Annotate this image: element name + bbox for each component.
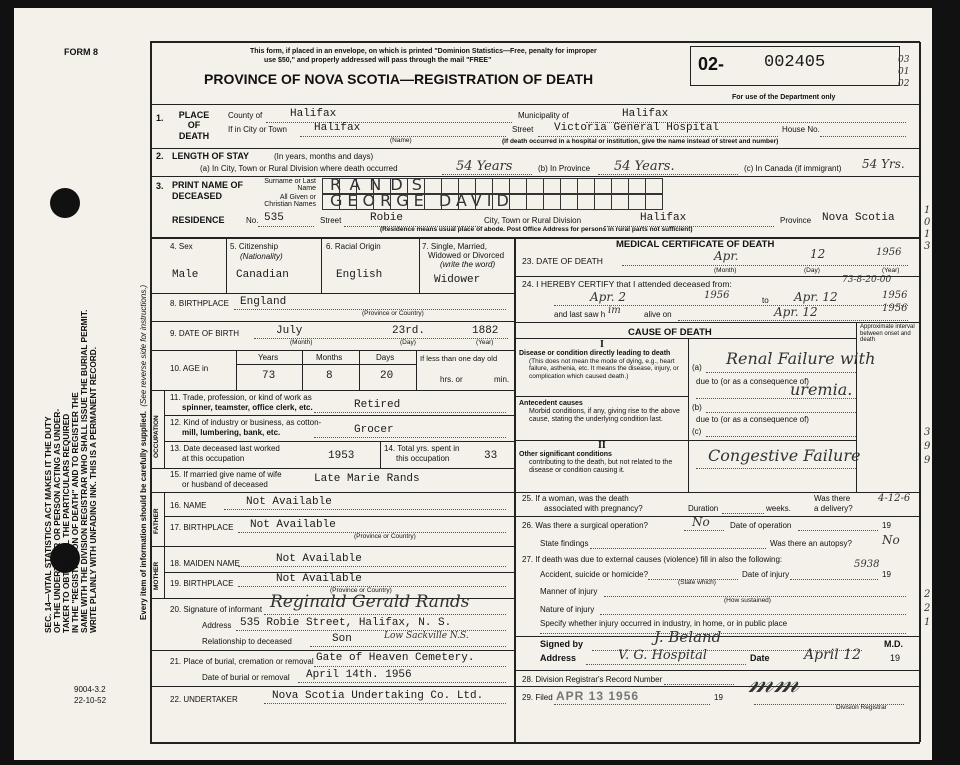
name-letter-cell xyxy=(373,194,391,210)
external-causes-label: 27. If death was due to external causes (violence) fill in also the following: xyxy=(522,555,783,564)
signed-by-label: Signed by xyxy=(540,639,584,649)
other-conditions-label: Other significant conditions xyxy=(519,451,612,458)
birthplace-value: England xyxy=(240,296,287,308)
antecedent-explanation: Morbid conditions, if any, giving rise to the above cause, stating the underlying condition last. xyxy=(529,408,680,424)
state-which-label: (State which) xyxy=(678,579,716,586)
name-letter-cell xyxy=(390,194,408,210)
specify-label: Specify whether injury occurred in industry, in home, or in public place xyxy=(540,619,788,628)
length-of-stay-sub: (In years, months and days) xyxy=(274,152,374,161)
name-letter-cell xyxy=(543,194,561,210)
death-month: Apr. xyxy=(714,249,739,263)
date-of-death-label: 23. DATE OF DEATH xyxy=(522,256,603,266)
page-title: PROVINCE OF NOVA SCOTIA—REGISTRATION OF DEATH xyxy=(204,71,594,87)
house-no-label: House No. xyxy=(782,125,820,134)
print-name-label: PRINT NAME OF DECEASED xyxy=(172,180,243,201)
attended-to-year: 1956 xyxy=(882,290,908,301)
undertaker-value: Nova Scotia Undertaking Co. Ltd. xyxy=(272,690,484,702)
sex-label: 4. Sex xyxy=(170,242,193,251)
other-conditions-value: Congestive Failure xyxy=(708,446,861,465)
injury-annotation: 5938 xyxy=(854,559,880,570)
age-days-label: Days xyxy=(376,353,395,362)
total-years-label-1: 14. Total yrs. spent in xyxy=(384,444,460,453)
residence-no-label: No. xyxy=(246,216,259,225)
county-label: County of xyxy=(228,111,263,120)
name-letter-cell xyxy=(492,178,510,194)
dob-day: 23rd. xyxy=(392,325,426,337)
burial-place-annotation: Low Sackville N.S. xyxy=(384,631,469,641)
residence-city: Halifax xyxy=(640,212,687,224)
father-birthplace-value: Not Available xyxy=(250,519,336,531)
place-of-death-label: PLACE OF DEATH xyxy=(178,110,210,141)
death-year-sub: (Year) xyxy=(882,267,900,274)
age-less-than-day-label: If less than one day old xyxy=(420,354,498,363)
name-letter-cell xyxy=(356,194,374,210)
name-letter-cell xyxy=(424,178,442,194)
name-letter-cell xyxy=(645,194,663,210)
registration-prefix: 02- xyxy=(698,54,725,74)
department-use-note: For use of the Department only xyxy=(732,94,836,101)
residence-street: Robie xyxy=(370,212,404,224)
form-code-2: 22-10-52 xyxy=(74,696,107,705)
age-months-label: Months xyxy=(316,353,343,362)
duration-label: Duration xyxy=(688,504,719,513)
city-value: Halifax xyxy=(314,122,361,134)
marital-label-3: (write the word) xyxy=(440,260,496,269)
s2-num: 2. xyxy=(156,151,164,161)
mother-birthplace-sub: (Province or Country) xyxy=(330,587,392,594)
name-letter-cell xyxy=(560,194,578,210)
dob-year: 1882 xyxy=(472,325,499,337)
mother-maiden-name-label: 18. MAIDEN NAME xyxy=(170,559,240,568)
surgery-label: 26. Was there a surgical operation? xyxy=(522,521,648,530)
cause-of-death-title: CAUSE OF DEATH xyxy=(628,327,712,338)
form-label: FORM 8 xyxy=(64,47,99,57)
last-saw-value: im xyxy=(608,305,621,316)
father-birthplace-sub: (Province or Country) xyxy=(354,533,416,540)
sex-value: Male xyxy=(172,269,199,281)
name-letter-cell xyxy=(645,178,663,194)
name-letter-cell xyxy=(475,194,493,210)
attended-from: Apr. 2 xyxy=(590,290,627,304)
filed-date-stamp: APR 13 1956 xyxy=(556,689,640,703)
record-number-label: 28. Division Registrar's Record Number xyxy=(522,675,663,684)
residence-city-label: City, Town or Rural Division xyxy=(484,216,582,225)
accident-label: Accident, suicide or homicide? xyxy=(540,570,649,579)
manner-label: Manner of injury xyxy=(540,587,598,596)
citizenship-value: Canadian xyxy=(236,269,289,281)
name-letter-cell xyxy=(322,194,340,210)
stay-canada-label: (c) In Canada (if immigrant) xyxy=(744,164,842,173)
age-min-label: min. xyxy=(494,375,510,384)
surgery-value: No xyxy=(692,515,710,529)
side-instructions: SEC. 14—VITAL STATISTICS ACT MAKES IT THE DUTY OF THE UNDERTAKER OR PERSON ACTING AS UNDER- TAKER TO OBTAIN ALL THE PARTICULARS REQUIRED IN THE "REGISTRATION OF DEATH" AND TO REGISTER THE SAME WITH THE DIVISION REGISTRAR WHO SHALL ISSUE THE BURIAL PERMIT. WRITE PLAINLY WITH UNFADING INK. THIS IS A PERMANENT RECORD. xyxy=(43,309,98,633)
residence-province-label: Province xyxy=(780,216,812,225)
city-name-sublabel: (Name) xyxy=(390,137,412,144)
birthplace-label: 8. BIRTHPLACE xyxy=(170,299,229,308)
date-of-birth-label: 9. DATE OF BIRTH xyxy=(170,329,240,338)
weeks-label: weeks. xyxy=(766,504,791,513)
disease-explanation: (This does not mean the mode of dying, e.g., heart failure, asthenia, etc. It means the disease, injury, or complication which caused death.) xyxy=(529,358,679,380)
delivery-label-2: a delivery? xyxy=(814,504,853,513)
name-letter-cell xyxy=(492,194,510,210)
registration-number: 002405 xyxy=(764,53,826,72)
medical-certificate-title: MEDICAL CERTIFICATE OF DEATH xyxy=(616,239,775,250)
dob-month: July xyxy=(276,325,303,337)
other-conditions-explanation: contributing to the death, but not related to the disease or condition causing it. xyxy=(529,459,673,475)
city-label: If in City or Town xyxy=(228,125,287,134)
burial-place-value: Gate of Heaven Cemetery. xyxy=(316,652,475,664)
physician-signature: J. Beland xyxy=(654,628,722,646)
death-day-sub: (Day) xyxy=(804,267,820,274)
right-margin-mark-8: 2 xyxy=(924,589,931,600)
alive-on-label: alive on xyxy=(644,310,672,319)
last-saw-label: and last saw h xyxy=(554,310,606,319)
margin-code-3: 02 xyxy=(898,79,910,89)
cause-b-label: (b) xyxy=(692,403,702,412)
signed-date: April 12 xyxy=(804,647,861,663)
cause-a-value: Renal Failure with xyxy=(726,349,876,368)
operation-year-label: 19 xyxy=(882,521,891,530)
delivery-annotation: 4-12-6 xyxy=(878,493,911,504)
death-registration-form xyxy=(14,8,932,760)
informant-label: 20. Signature of informant xyxy=(170,605,263,614)
antecedent-label: Antecedent causes xyxy=(519,400,583,407)
interval-label: Approximate interval between onset and death xyxy=(860,324,915,344)
pregnancy-label-2: associated with pregnancy? xyxy=(544,504,643,513)
disease-label: Disease or condition directly leading to death xyxy=(519,350,671,357)
pregnancy-label-1: 25. If a woman, was the death xyxy=(522,494,629,503)
md-label: M.D. xyxy=(884,639,903,649)
relationship-value: Son xyxy=(332,633,352,645)
father-name-value: Not Available xyxy=(246,496,332,508)
spouse-value: Late Marie Rands xyxy=(314,473,420,485)
envelope-note-2: use $50," and properly addressed will pass through the mail "FREE" xyxy=(264,57,492,64)
name-letter-cell xyxy=(441,194,459,210)
attended-from-year: 1956 xyxy=(704,290,730,301)
residence-note: (Residence means usual place of abode. Post Office Address for persons in rural parts not sufficient) xyxy=(380,226,693,233)
racial-origin-label: 6. Racial Origin xyxy=(326,242,381,251)
operation-date-label: Date of operation xyxy=(730,521,792,530)
marital-label-2: Widowed or Divorced xyxy=(428,251,505,260)
relationship-label: Relationship to deceased xyxy=(202,637,292,646)
stay-canada-value: 54 Yrs. xyxy=(862,157,905,171)
physician-address: V. G. Hospital xyxy=(618,648,708,663)
informant-address: 535 Robie Street, Halifax, N. S. xyxy=(240,617,452,629)
name-letter-cell xyxy=(339,194,357,210)
name-letter-cell xyxy=(356,178,374,194)
attendance-annotation: 73-8-20-00 xyxy=(842,275,892,285)
s1-num: 1. xyxy=(156,113,164,123)
right-margin-mark-5: 3 xyxy=(924,427,931,438)
envelope-note-1: This form, if placed in an envelope, on which is printed "Dominion Statistics—Free, penalty for improper xyxy=(250,48,597,55)
last-worked-value: 1953 xyxy=(328,450,355,462)
residence-province: Nova Scotia xyxy=(822,212,895,224)
age-days-value: 20 xyxy=(380,370,394,382)
margin-code-1: 03 xyxy=(898,55,910,65)
filed-label: 29. Filed xyxy=(522,693,553,702)
trade-value: Retired xyxy=(354,399,401,411)
s3-num: 3. xyxy=(156,181,164,191)
street-label: Street xyxy=(512,125,534,134)
name-letter-cell xyxy=(526,178,544,194)
age-hrs-label: hrs. or xyxy=(440,375,463,384)
burial-place-label: 21. Place of burial, cremation or removal xyxy=(170,657,314,666)
residence-label: RESIDENCE xyxy=(172,215,225,225)
alive-on-value: Apr. 12 xyxy=(774,305,818,319)
age-years-label: Years xyxy=(258,353,279,362)
right-margin-mark-1: 1 xyxy=(924,205,931,216)
injury-date-label: Date of injury xyxy=(742,570,790,579)
death-month-sub: (Month) xyxy=(714,267,737,274)
name-letter-cell xyxy=(628,194,646,210)
due-to-label: due to (or as a consequence of) xyxy=(696,377,809,386)
name-letter-cell xyxy=(611,178,629,194)
signed-year-label: 19 xyxy=(890,653,901,663)
mother-birthplace-label: 19. BIRTHPLACE xyxy=(170,579,234,588)
name-letter-cell xyxy=(424,194,442,210)
name-letter-cell xyxy=(407,194,425,210)
burial-date-label: Date of burial or removal xyxy=(202,673,290,682)
informant-address-label: Address xyxy=(202,621,232,630)
attended-to: Apr. 12 xyxy=(794,290,838,304)
occupation-side-label: OCCUPATION xyxy=(153,415,160,458)
due-to-value: uremia. xyxy=(790,380,853,399)
name-letter-cell xyxy=(373,178,391,194)
spouse-label-1: 15. If married give name of wife xyxy=(170,470,282,479)
name-letter-cell xyxy=(611,194,629,210)
residence-no: 535 xyxy=(264,212,284,224)
name-letter-cell xyxy=(509,194,527,210)
name-letter-cell xyxy=(543,178,561,194)
burial-date-value: April 14th. 1956 xyxy=(306,669,412,681)
industry-label-2: mill, lumbering, bank, etc. xyxy=(182,428,281,437)
marital-label-1: 7. Single, Married, xyxy=(422,242,487,251)
cause-c-label: (c) xyxy=(692,427,702,436)
given-names-value: GEORGE DAVID xyxy=(330,191,514,210)
right-margin-mark-10: 1 xyxy=(924,617,931,628)
filed-year-label: 19 xyxy=(714,693,723,702)
trade-label-2: spinner, teamster, office clerk, etc. xyxy=(182,403,313,412)
name-letter-cell xyxy=(407,178,425,194)
alive-on-year: 1956 xyxy=(882,303,908,314)
county-value: Halifax xyxy=(290,108,337,120)
physician-address-label: Address xyxy=(540,653,577,663)
name-letter-cell xyxy=(577,178,595,194)
form-code-1: 9004-3.2 xyxy=(74,685,106,694)
municipality-label: Municipality of xyxy=(518,111,569,120)
stay-province-label: (b) In Province xyxy=(538,164,591,173)
side-note: Every item of information should be carefully supplied. (See reverse side for instructions.) xyxy=(139,284,148,620)
age-months-value: 8 xyxy=(326,370,333,382)
undertaker-label: 22. UNDERTAKER xyxy=(170,695,238,704)
name-letter-cell xyxy=(509,178,527,194)
division-registrar-label: Division Registrar xyxy=(836,704,887,711)
mother-birthplace-value: Not Available xyxy=(276,573,362,585)
citizenship-sub: (Nationality) xyxy=(240,252,283,261)
injury-year-label: 19 xyxy=(882,570,891,579)
last-worked-label-1: 13. Date deceased last worked xyxy=(170,444,280,453)
attended-to-label: to xyxy=(762,296,769,305)
margin-code-2: 01 xyxy=(898,67,910,77)
death-year: 1956 xyxy=(876,247,902,258)
autopsy-label: Was there an autopsy? xyxy=(770,539,852,548)
municipality-value: Halifax xyxy=(622,108,669,120)
right-margin-mark-7: 9 xyxy=(924,455,931,466)
racial-origin-value: English xyxy=(336,269,383,281)
cause-part-two: II xyxy=(598,440,606,451)
marital-value: Widower xyxy=(434,274,481,286)
attendance-label: 24. I HEREBY CERTIFY that I attended deceased from: xyxy=(522,279,732,289)
name-letter-cell xyxy=(526,194,544,210)
name-letter-cell xyxy=(594,178,612,194)
surname-value: RANDS xyxy=(330,175,431,194)
right-margin-mark-6: 9 xyxy=(924,441,931,452)
right-margin-mark-4: 3 xyxy=(924,241,931,252)
right-margin-mark-2: 0 xyxy=(924,217,931,228)
name-letter-cell xyxy=(475,178,493,194)
delivery-label-1: Was there xyxy=(814,494,851,503)
name-letter-cell xyxy=(441,178,459,194)
birthplace-sub: (Province or Country) xyxy=(362,310,424,317)
name-letter-cell xyxy=(577,194,595,210)
total-years-label-2: this occupation xyxy=(396,454,450,463)
industry-value: Grocer xyxy=(354,424,394,436)
total-years-value: 33 xyxy=(484,450,498,462)
name-letter-cell xyxy=(458,178,476,194)
name-letter-cell xyxy=(628,178,646,194)
due-to-label-b: due to (or as a consequence of) xyxy=(696,415,809,424)
given-names-label: All Given or Christian Names xyxy=(264,194,316,209)
nature-label: Nature of injury xyxy=(540,605,595,614)
spouse-label-2: or husband of deceased xyxy=(182,480,268,489)
stay-province-value: 54 Years. xyxy=(614,159,675,174)
cause-part-one: I xyxy=(600,339,604,350)
dob-day-sub: (Day) xyxy=(400,339,416,346)
how-sustained-label: (How sustained) xyxy=(724,597,771,604)
name-letter-cell xyxy=(560,178,578,194)
right-margin-mark-9: 2 xyxy=(924,603,931,614)
father-birthplace-label: 17. BIRTHPLACE xyxy=(170,523,234,532)
father-side-label: FATHER xyxy=(153,508,160,534)
father-name-label: 16. NAME xyxy=(170,501,207,510)
hospital-note: (If death occurred in a hospital or institution, give the name instead of street and number) xyxy=(502,138,779,145)
last-worked-label-2: at this occupation xyxy=(182,454,245,463)
citizenship-label: 5. Citizenship xyxy=(230,242,279,251)
name-letter-cell xyxy=(594,194,612,210)
dob-month-sub: (Month) xyxy=(290,339,313,346)
residence-street-label: Street xyxy=(320,216,342,225)
name-letter-cell xyxy=(322,178,340,194)
findings-label: State findings xyxy=(540,539,589,548)
right-margin-mark-3: 1 xyxy=(924,229,931,240)
age-years-value: 73 xyxy=(262,370,276,382)
age-label: 10. AGE in xyxy=(170,364,209,373)
name-letter-cell xyxy=(339,178,357,194)
stay-city-value: 54 Years xyxy=(456,159,513,174)
length-of-stay-label: LENGTH OF STAY xyxy=(172,151,250,161)
mother-side-label: MOTHER xyxy=(153,561,160,590)
surname-label: Surname or Last Name xyxy=(264,178,316,193)
death-day: 12 xyxy=(810,247,826,261)
registrar-signature: 𝓂𝓂 xyxy=(748,665,799,700)
trade-label-1: 11. Trade, profession, or kind of work as xyxy=(170,393,312,402)
street-value: Victoria General Hospital xyxy=(554,122,720,134)
name-letter-cell xyxy=(458,194,476,210)
mother-maiden-name-value: Not Available xyxy=(276,553,362,565)
cause-a-label: (a) xyxy=(692,363,702,372)
name-letter-cell xyxy=(390,178,408,194)
dob-year-sub: (Year) xyxy=(476,339,494,346)
signed-date-label: Date xyxy=(750,653,770,663)
industry-label-1: 12. Kind of industry or business, as cotton- xyxy=(170,418,322,427)
stay-city-label: (a) In City, Town or Rural Division where death occurred xyxy=(200,164,398,173)
informant-signature: Reginald Gerald Rands xyxy=(270,592,470,612)
autopsy-value: No xyxy=(882,533,900,547)
